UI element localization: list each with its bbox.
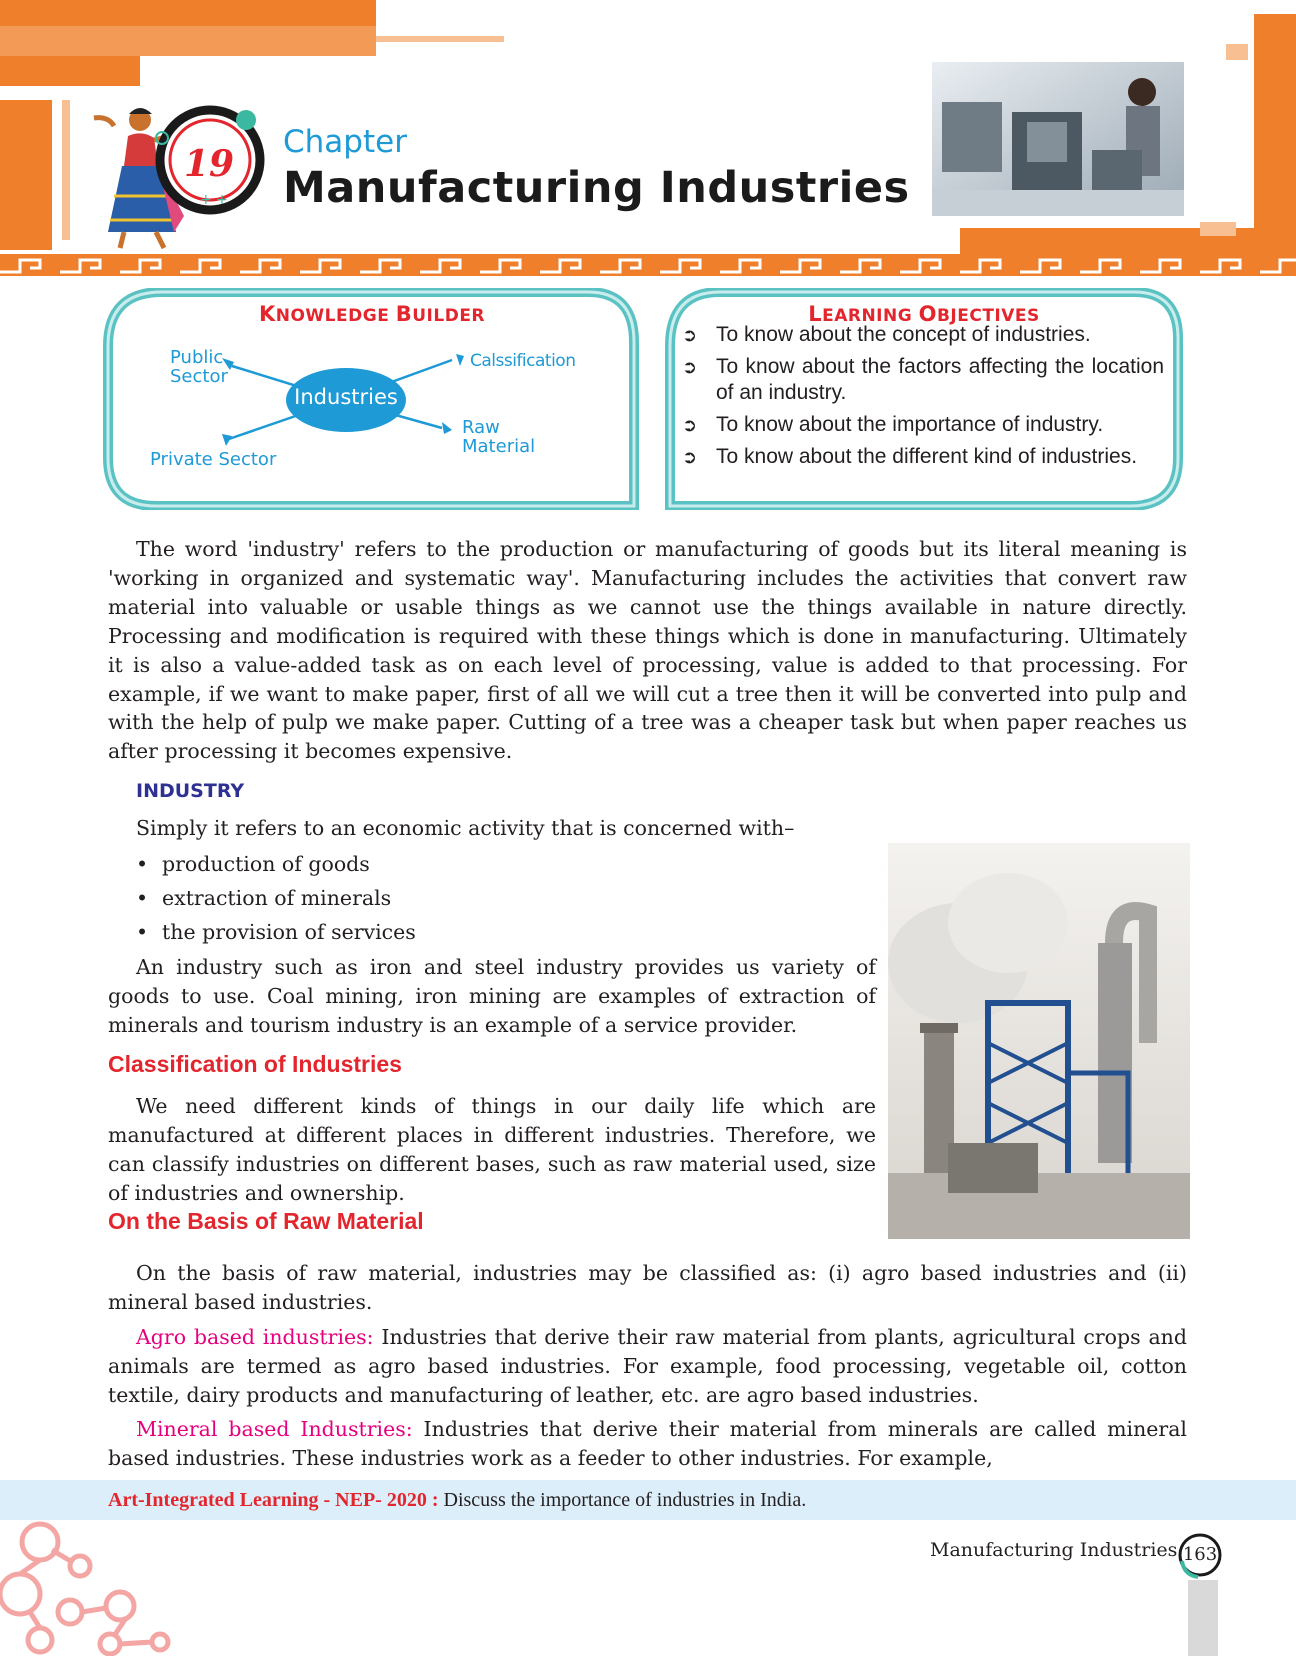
industry-lead: Simply it refers to an economic activity that is concerned with– xyxy=(136,816,795,840)
classification-paragraph: We need different kinds of things in our daily life which are manufactured at different places in different industries. Therefore, we can classify industries on different bases, such as raw material used, size of industries and ownership. xyxy=(108,1094,876,1205)
chapter-title: Manufacturing Industries xyxy=(283,163,910,213)
orange-bar xyxy=(1200,222,1236,236)
mindmap-node-private-sector: Private Sector xyxy=(150,449,277,470)
orange-bar xyxy=(1226,44,1248,60)
arrow-bullet-icon: ➲ xyxy=(682,357,698,377)
arrow-bullet-icon: ➲ xyxy=(682,415,698,435)
learning-objectives-box xyxy=(664,288,1184,510)
art-integrated-label: Art-Integrated Learning - NEP- 2020 : xyxy=(108,1489,439,1511)
knowledge-builder-box xyxy=(102,288,642,510)
list-item: • the provision of services xyxy=(136,920,416,944)
orange-bar xyxy=(0,100,52,250)
list-item: ➲ To know about the different kind of industries. xyxy=(682,445,1138,468)
classification-heading: Classification of Industries xyxy=(108,1051,402,1077)
orange-bar xyxy=(0,0,376,26)
orange-bar xyxy=(376,36,504,42)
chapter-number: 19 xyxy=(184,143,235,185)
running-head: Manufacturing Industries xyxy=(930,1539,1178,1561)
assembly-line-photo xyxy=(932,62,1184,216)
raw-material-heading: On the Basis of Raw Material xyxy=(108,1208,424,1234)
list-item: ➲ To know about the importance of industry. xyxy=(682,413,1104,436)
agro-based-term: Agro based industries: xyxy=(136,1325,374,1349)
mineral-based-term: Mineral based Industries: xyxy=(136,1417,413,1441)
agro-based-paragraph: Agro based industries: Industries that derive their raw material from plants, agricultural crops and animals are termed as agro based industries. For example, food processing, vegetable oil, cotton textile, dairy products and manufacturing of leather, etc. are agro based industries. xyxy=(108,1325,1188,1407)
intro-paragraph: The word 'industry' refers to the production or manufacturing of goods but its literal meaning is 'working in organized and systematic way'. Manufacturing includes the activities that convert raw material into valuable or usable things as we cannot use the things available in nature directly. Processing and modification is required with these things which is done in manufacturing. Ultimately it is also a value-added task as on each level of processing, value is added to that processing. For example, if we want to make paper, first of all we will cut a tree then it will be converted into pulp and with the help of pulp we make paper. Cutting of a tree was a cheaper task but when paper reaches us after processing it becomes expensive. xyxy=(108,537,1187,764)
mindmap-node-public-sector: Public Sector xyxy=(170,347,228,387)
mindmap-node-classification: Calssification xyxy=(470,351,576,371)
list-item: • production of goods xyxy=(136,852,370,876)
art-integrated-learning-band xyxy=(0,1480,1296,1520)
art-integrated-text: Discuss the importance of industries in India. xyxy=(438,1489,807,1511)
industry-paragraph: An industry such as iron and steel industry provides us variety of goods to use. Coal mining, iron mining are examples of extraction of minerals and tourism industry is an example of a service provider. xyxy=(108,955,876,1037)
chapter-header xyxy=(0,0,1296,280)
orange-bar xyxy=(0,56,140,86)
arrow-bullet-icon: ➲ xyxy=(682,447,698,467)
chapter-label: Chapter xyxy=(283,124,407,160)
orange-bar xyxy=(1254,14,1296,254)
mineral-based-paragraph: Mineral based Industries: Industries that derive their material from minerals are called mineral based industries. These industries work as a feeder to other industries. For example, xyxy=(108,1417,1187,1470)
list-item: ➲ To know about the concept of industries. xyxy=(682,323,1091,346)
industry-heading: INDUSTRY xyxy=(136,780,245,802)
learning-objectives-heading: LEARNING OBJECTIVES xyxy=(808,302,1040,326)
list-item: • extraction of minerals xyxy=(136,886,392,910)
svg-text:+ +: + + xyxy=(200,192,228,208)
mindmap-center-label: Industries xyxy=(294,385,398,409)
refinery-photo xyxy=(888,843,1190,1239)
orange-bar xyxy=(0,26,376,56)
orange-bar xyxy=(62,100,70,240)
page-number: 163 xyxy=(1182,1544,1218,1565)
mindmap-node-raw-material: Raw Material xyxy=(462,417,536,457)
learning-objectives-list xyxy=(682,322,1164,476)
raw-material-paragraph: On the basis of raw material, industries may be classified as: (i) agro based industries and (ii) mineral based industries. xyxy=(108,1261,1187,1314)
arrow-bullet-icon: ➲ xyxy=(682,325,698,345)
list-item: ➲ To know about the factors affecting the location of an industry. xyxy=(682,355,1164,404)
greek-key-border xyxy=(0,254,1296,276)
knowledge-builder-heading: KNOWLEDGE BUILDER xyxy=(258,302,486,326)
bubble-decoration xyxy=(0,1520,200,1656)
